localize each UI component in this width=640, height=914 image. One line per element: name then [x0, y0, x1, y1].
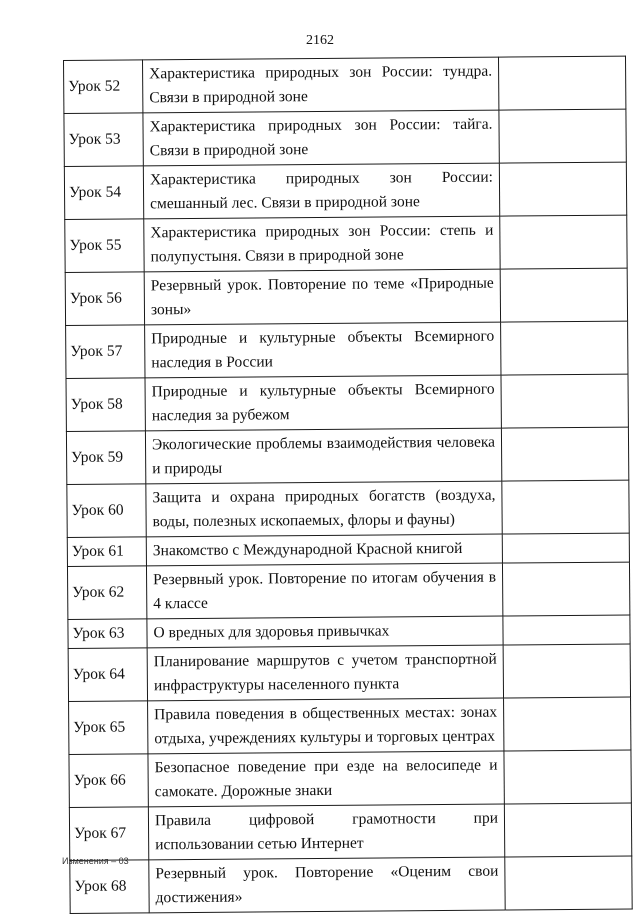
lesson-topic: Правила цифровой грамотности при использовании сетью Интернет	[148, 804, 504, 860]
lesson-topic: Резервный урок. Повторение по итогам обучения в 4 классе	[146, 563, 502, 619]
lesson-number: Урок 54	[64, 166, 143, 220]
lesson-table	[63, 56, 633, 914]
empty-cell	[503, 615, 630, 645]
table-row	[65, 215, 627, 272]
lesson-number: Урок 56	[65, 272, 144, 326]
lesson-topic: Безопасное поведение при езде на велосипеде и самокате. Дорожные знаки	[148, 751, 504, 807]
empty-cell	[499, 162, 626, 216]
table-row	[66, 427, 628, 484]
table-row	[67, 533, 629, 566]
empty-cell	[504, 697, 631, 751]
lesson-number: Урок 52	[64, 60, 143, 114]
empty-cell	[499, 109, 626, 163]
table-row	[64, 109, 626, 166]
empty-cell	[505, 856, 632, 910]
lesson-topic: Характеристика природных зон России: смешанный лес. Связи в природной зоне	[143, 163, 499, 219]
empty-cell	[504, 803, 631, 857]
lesson-number: Урок 60	[67, 484, 146, 538]
lesson-topic: Защита и охрана природных богатств (воздуха, воды, полезных ископаемых, флоры и фауны)	[146, 481, 502, 537]
empty-cell	[501, 374, 628, 428]
page-number: 2162	[306, 33, 334, 48]
empty-cell	[502, 533, 629, 563]
lesson-topic: Характеристика природных зон России: тундра. Связи в природной зоне	[143, 57, 499, 113]
table-row	[65, 268, 627, 325]
table-row	[67, 480, 629, 537]
lesson-number: Урок 66	[69, 754, 148, 808]
table-row	[69, 803, 631, 860]
empty-cell	[500, 268, 627, 322]
lesson-topic: Правила поведения в общественных местах: зонах отдыха, учреждениях культуры и торговых центрах	[148, 698, 504, 754]
lesson-topic: Резервный урок. Повторение «Оценим свои достижения»	[149, 857, 505, 913]
lesson-number: Урок 59	[66, 431, 145, 485]
table-row	[69, 697, 631, 754]
empty-cell	[504, 750, 631, 804]
empty-cell	[501, 427, 628, 481]
table-row	[66, 321, 628, 378]
table-row	[70, 856, 632, 913]
lesson-topic: Знакомство с Международной Красной книгой	[146, 534, 502, 566]
lesson-topic: Характеристика природных зон России: тайга. Связи в природной зоне	[143, 110, 499, 166]
table-row	[68, 644, 630, 701]
table-row	[64, 162, 626, 219]
lesson-topic: Природные и культурные объекты Всемирного наследия в России	[145, 322, 501, 378]
lesson-number: Урок 57	[66, 325, 145, 379]
lesson-topic: О вредных для здоровья привычках	[147, 616, 503, 648]
lesson-number: Урок 67	[69, 807, 148, 861]
lesson-topic: Планирование маршрутов с учетом транспортной инфраструктуры населенного пункта	[147, 645, 503, 701]
lesson-topic: Природные и культурные объекты Всемирного наследия за рубежом	[145, 375, 501, 431]
table-row	[67, 562, 629, 619]
lesson-number: Урок 61	[67, 537, 146, 567]
lesson-number: Урок 55	[65, 219, 144, 273]
empty-cell	[501, 321, 628, 375]
empty-cell	[502, 480, 629, 534]
lesson-topic: Характеристика природных зон России: степь и полупустыня. Связи в природной зоне	[144, 216, 500, 272]
table-row	[69, 750, 631, 807]
lesson-number: Урок 65	[69, 701, 148, 755]
lesson-number: Урок 68	[70, 860, 149, 914]
empty-cell	[500, 215, 627, 269]
lesson-topic: Резервный урок. Повторение по теме «Природные зоны»	[144, 269, 500, 325]
lesson-number: Урок 62	[67, 566, 146, 620]
lesson-number: Урок 63	[68, 619, 147, 649]
table-row	[68, 615, 630, 648]
empty-cell	[498, 56, 625, 110]
lesson-number: Урок 58	[66, 378, 145, 432]
empty-cell	[502, 562, 629, 616]
lesson-topic: Экологические проблемы взаимодействия человека и природы	[145, 428, 501, 484]
lesson-number: Урок 64	[68, 648, 147, 702]
lesson-number: Урок 53	[64, 113, 143, 167]
revision-footer: Изменения – 03	[62, 856, 129, 866]
table-row	[66, 374, 628, 431]
table-row	[64, 56, 626, 113]
empty-cell	[503, 644, 630, 698]
